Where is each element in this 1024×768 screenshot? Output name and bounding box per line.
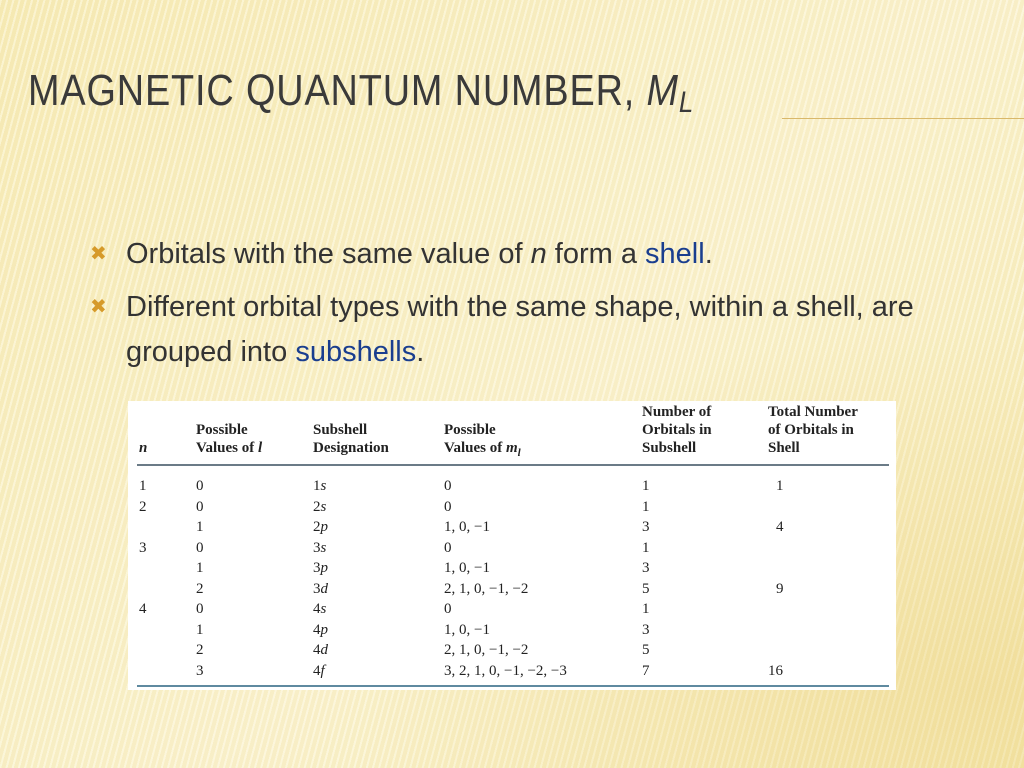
table-bottom-divider: [137, 685, 889, 687]
bullet-text: form a: [546, 238, 646, 270]
table-cell: 1: [196, 621, 204, 638]
bullet-text: Different orbital types with the same shape, within a shell, are grouped into: [126, 291, 914, 368]
table-cell: 0: [444, 498, 452, 515]
column-header-line: [313, 403, 389, 421]
table-cell: 3, 2, 1, 0, −1, −2, −3: [444, 662, 567, 679]
table-cell: 7: [642, 662, 650, 679]
table-cell: 0: [196, 601, 204, 617]
table-cell: 0: [444, 539, 452, 556]
table-cell: 1s: [313, 478, 327, 494]
title-subscript: L: [678, 86, 695, 119]
column-header-line: Possible: [196, 422, 248, 438]
table-cell: 2: [196, 642, 204, 658]
table-cell: 4f: [313, 662, 325, 679]
column-header: [196, 403, 262, 457]
bullet-text: .: [416, 336, 425, 368]
table-cell: 4: [139, 601, 147, 617]
table-cell: 2, 1, 0, −1, −2: [444, 642, 529, 658]
table-cell: 4: [776, 519, 784, 535]
x-mark-icon: ✖: [90, 296, 107, 318]
table-cell: 1: [776, 478, 784, 494]
column-header-line: Shell: [768, 440, 800, 456]
column-header-line: n: [139, 440, 148, 456]
bullet-text: Orbitals with the same value of: [126, 238, 531, 270]
title-divider: [782, 118, 1024, 119]
table-cell: 2, 1, 0, −1, −2: [444, 580, 529, 597]
table-cell: 1, 0, −1: [444, 621, 490, 638]
table-cell: 4p: [313, 621, 328, 638]
key-term: shell: [645, 238, 705, 270]
column-header: [444, 403, 521, 462]
column-header-line: Number of: [642, 404, 712, 420]
column-header: [313, 403, 389, 457]
table-cell: 0: [444, 601, 452, 617]
key-term: subshells: [295, 336, 417, 368]
bullet-text: .: [704, 238, 713, 270]
table-cell: 1, 0, −1: [444, 560, 490, 576]
table-cell: 1: [642, 601, 650, 617]
table-cell: 3: [139, 539, 147, 556]
table-cell: 3: [642, 519, 650, 535]
column-header: [768, 403, 858, 457]
table-cell: 2p: [313, 519, 328, 535]
table-cell: 5: [642, 642, 650, 658]
title-symbol: M: [646, 66, 679, 115]
x-mark-icon: ✖: [90, 243, 107, 265]
table-cell: 1: [642, 498, 650, 515]
bullet-item: [90, 285, 950, 375]
column-header-line: [139, 403, 147, 421]
table-cell: 4d: [313, 642, 328, 658]
title-text: MAGNETIC QUANTUM NUMBER,: [28, 66, 647, 115]
column-header-line: [444, 403, 521, 421]
table-cell: 5: [642, 580, 650, 597]
table-cell: 3: [196, 662, 204, 679]
column-header-line: [196, 403, 262, 421]
table-cell: 16: [768, 662, 783, 679]
table-cell: 1: [642, 478, 650, 494]
table-cell: 1: [139, 478, 147, 494]
table-header-divider: [137, 464, 889, 466]
table-cell: 0: [196, 539, 204, 556]
table-cell: 4s: [313, 601, 327, 617]
slide-title: [28, 66, 694, 120]
table-cell: 2: [139, 498, 147, 515]
column-header-line: Subshell: [642, 440, 697, 456]
column-header: [139, 403, 147, 457]
table-cell: 3p: [313, 560, 328, 576]
table-cell: 3: [642, 560, 650, 576]
table-cell: 9: [776, 580, 784, 597]
column-header-line: [139, 421, 147, 439]
table-cell: 1: [196, 560, 204, 576]
quantum-number-table: [128, 401, 896, 690]
column-header: [642, 403, 712, 457]
table-cell: 0: [444, 478, 452, 494]
table-cell: 3: [642, 621, 650, 638]
column-header-line: Possible: [444, 422, 496, 438]
bullet-text: n: [530, 238, 547, 270]
column-header-line: of Orbitals in: [768, 422, 854, 438]
bullet-list: [90, 232, 950, 383]
column-header-line: Total Number: [768, 404, 858, 420]
table-cell: 3s: [313, 539, 327, 556]
table-cell: 1: [642, 539, 650, 556]
table-cell: 3d: [313, 580, 328, 597]
table-cell: 1: [196, 519, 204, 535]
table-cell: 1, 0, −1: [444, 519, 490, 535]
table-cell: 0: [196, 478, 204, 494]
column-header-line: Designation: [313, 440, 389, 456]
table-cell: 0: [196, 498, 204, 515]
column-header-line: Subshell: [313, 422, 368, 438]
table-cell: 2s: [313, 498, 327, 515]
column-header-line: Values of $m_l$: [444, 440, 521, 459]
column-header-line: Values of l: [196, 440, 263, 456]
bullet-item: [90, 232, 950, 277]
table-cell: 2: [196, 580, 204, 597]
column-header-line: Orbitals in: [642, 422, 712, 438]
